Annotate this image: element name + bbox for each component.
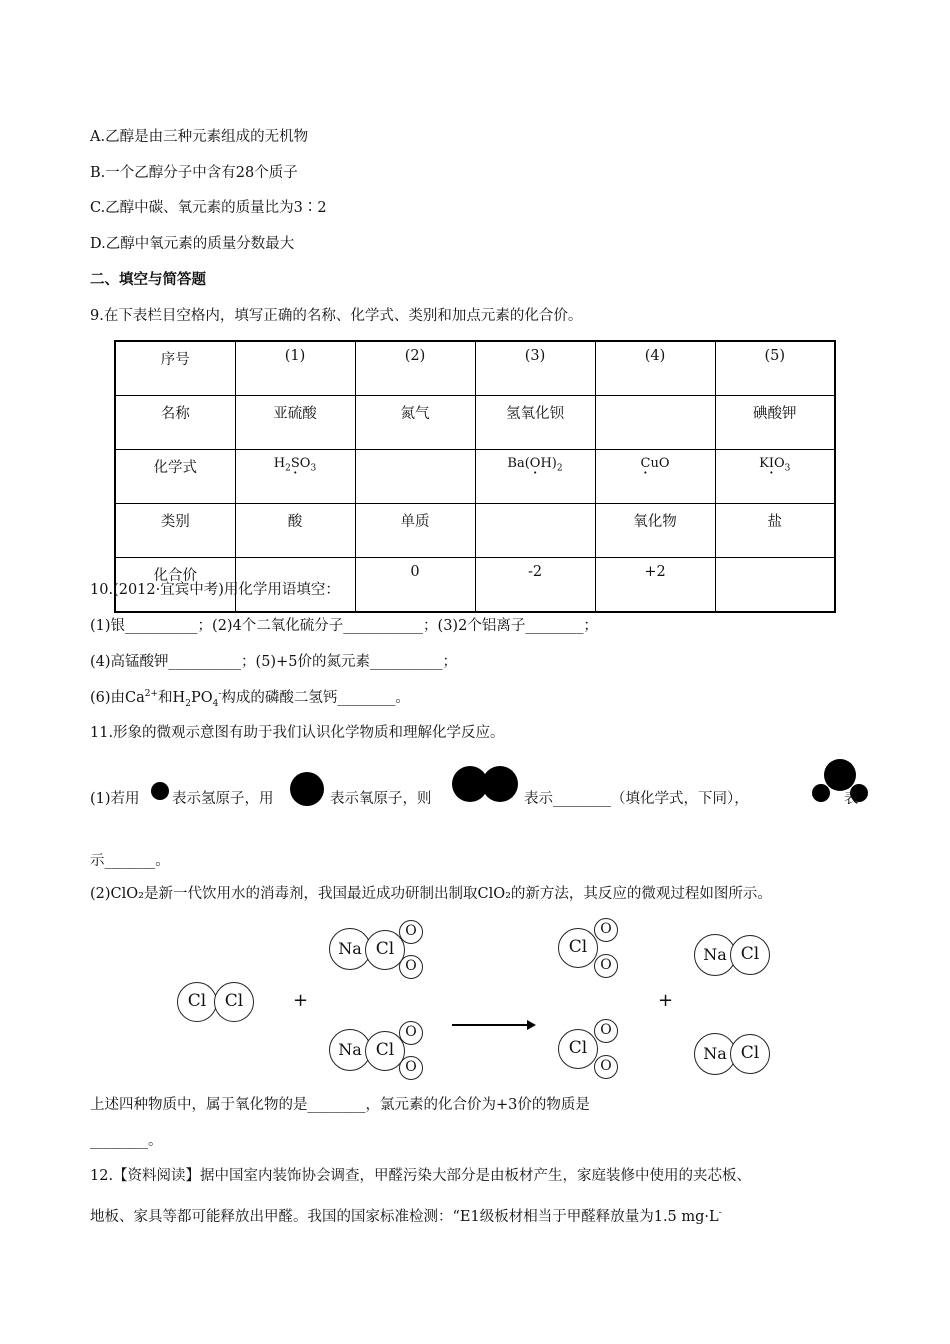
formula-cuo: C ·uO: [595, 450, 715, 504]
o-atom-icon: O: [594, 1019, 618, 1043]
option-a: A.乙醇是由三种元素组成的无机物: [90, 129, 309, 145]
q11-p1-a: (1)若用: [90, 791, 140, 807]
table-cell: 化学式: [115, 450, 235, 504]
table-cell: [715, 558, 835, 613]
q11-p1-d: 表示________（填化学式，下同），: [524, 791, 749, 807]
q11-intro: 11.形象的微观示意图有助于我们认识化学物质和理解化学反应。: [90, 725, 505, 741]
q10-line2: (4)高锰酸钾__________；(5)+5价的氮元素__________；: [90, 654, 457, 670]
hydrogen-atom-icon: [151, 782, 169, 800]
q11-p1-f: 示_______。: [90, 853, 170, 869]
o-atom-icon: O: [594, 918, 618, 942]
table-cell: 类别: [115, 504, 235, 558]
table-cell: 名称: [115, 396, 235, 450]
table-row-formulas: [115, 450, 835, 504]
plus-sign: +: [293, 990, 309, 1011]
na-atom-icon: Na: [329, 928, 371, 970]
q9-text: 9.在下表栏目空格内，填写正确的名称、化学式、类别和加点元素的化合价。: [90, 308, 583, 324]
table-cell: -2: [475, 558, 595, 613]
table-cell: 化合价: [115, 558, 235, 613]
table-cell: (2): [355, 341, 475, 396]
cl-atom-icon: Cl: [214, 982, 254, 1022]
table-cell: [595, 396, 715, 450]
table-cell: 酸: [235, 504, 355, 558]
o-atom-icon: O: [399, 955, 423, 979]
q10-line1: (1)银__________；(2)4个二氧化硫分子___________；(3)2个铝离子________；: [90, 618, 598, 634]
section-heading: 二、填空与简答题: [90, 272, 206, 288]
cl-atom-icon: Cl: [365, 1031, 405, 1071]
option-b: B.一个乙醇分子中含有28个质子: [90, 165, 298, 181]
option-d: D.乙醇中氧元素的质量分数最大: [90, 236, 295, 252]
cl-atom-icon: Cl: [558, 928, 598, 968]
table-cell: 氮气: [355, 396, 475, 450]
table-cell: (3): [475, 341, 595, 396]
q11-answer-b: ________。: [90, 1133, 163, 1149]
reaction-arrow-icon: [452, 1024, 534, 1026]
q10-line3: (6)由$Ca^{2+}$和$H_2PO_4^-$构成的磷酸二氢钙________。: [90, 689, 410, 709]
table-cell: +2: [595, 558, 715, 613]
table-cell: 0: [355, 558, 475, 613]
na-atom-icon: Na: [694, 934, 736, 976]
q11-answer-a: 上述四种物质中，属于氧化物的是________，氯元素的化合价为+3价的物质是: [90, 1097, 590, 1113]
table-cell: (4): [595, 341, 715, 396]
q11-p1-b: 表示氢原子，用: [172, 791, 274, 807]
formula-empty: [355, 450, 475, 504]
table-row-names: [115, 396, 835, 450]
o-atom-icon: O: [594, 954, 618, 978]
water-hydrogen-atom-icon: [812, 784, 830, 802]
o-atom-icon: O: [399, 1056, 423, 1080]
table-cell: (1): [235, 341, 355, 396]
table-cell: 氧化物: [595, 504, 715, 558]
q11-p1-e: 表: [844, 791, 859, 807]
q12-line2: 地板、家具等都可能释放出甲醛。我国的国家标准检测：“E1级板材相当于甲醛释放量为1.5 mg·L-: [90, 1208, 722, 1225]
q11-p1-c: 表示氧原子，则: [330, 791, 432, 807]
cl-atom-icon: Cl: [730, 935, 770, 975]
table-cell: 碘酸钾: [715, 396, 835, 450]
o-atom-icon: O: [399, 920, 423, 944]
table-row-header: [115, 341, 835, 396]
o-atom-icon: O: [594, 1055, 618, 1079]
cl-atom-icon: Cl: [177, 982, 217, 1022]
table-cell: 序号: [115, 341, 235, 396]
cl-atom-icon: Cl: [730, 1034, 770, 1074]
cl-atom-icon: Cl: [365, 930, 405, 970]
table-row-categories: [115, 504, 835, 558]
na-atom-icon: Na: [694, 1033, 736, 1075]
table-cell: 盐: [715, 504, 835, 558]
q9-table: [114, 340, 836, 613]
formula-kio3: KI $\cdot O_3$: [715, 450, 835, 504]
oxygen-atom-icon: [290, 772, 324, 806]
table-cell: [475, 504, 595, 558]
table-cell: (5): [715, 341, 835, 396]
table-cell: 氢氧化钡: [475, 396, 595, 450]
plus-sign: +: [658, 990, 674, 1011]
formula-h2so3: $H_2S \cdot O_3$: [235, 450, 355, 504]
q10-intro: 10.(2012·宜宾中考)用化学用语填空：: [90, 582, 340, 598]
table-cell: 亚硫酸: [235, 396, 355, 450]
q11-p2: (2)ClO₂是新一代饮用水的消毒剂，我国最近成功研制出制取ClO₂的新方法，其反应的微观过程如图所示。: [90, 886, 772, 902]
option-c: C.乙醇中碳、氧元素的质量比为3∶2: [90, 200, 327, 216]
cl-atom-icon: Cl: [558, 1029, 598, 1069]
table-cell: 单质: [355, 504, 475, 558]
q12-line1: 12.【资料阅读】据中国室内装饰协会调查，甲醛污染大部分是由板材产生，家庭装修中使用的夹芯板、: [90, 1168, 752, 1184]
na-atom-icon: Na: [329, 1029, 371, 1071]
formula-baoh2: $Ba(O \cdot H)_2$: [475, 450, 595, 504]
o-atom-icon: O: [399, 1021, 423, 1045]
oxygen-molecule-atom-icon: [482, 766, 518, 802]
